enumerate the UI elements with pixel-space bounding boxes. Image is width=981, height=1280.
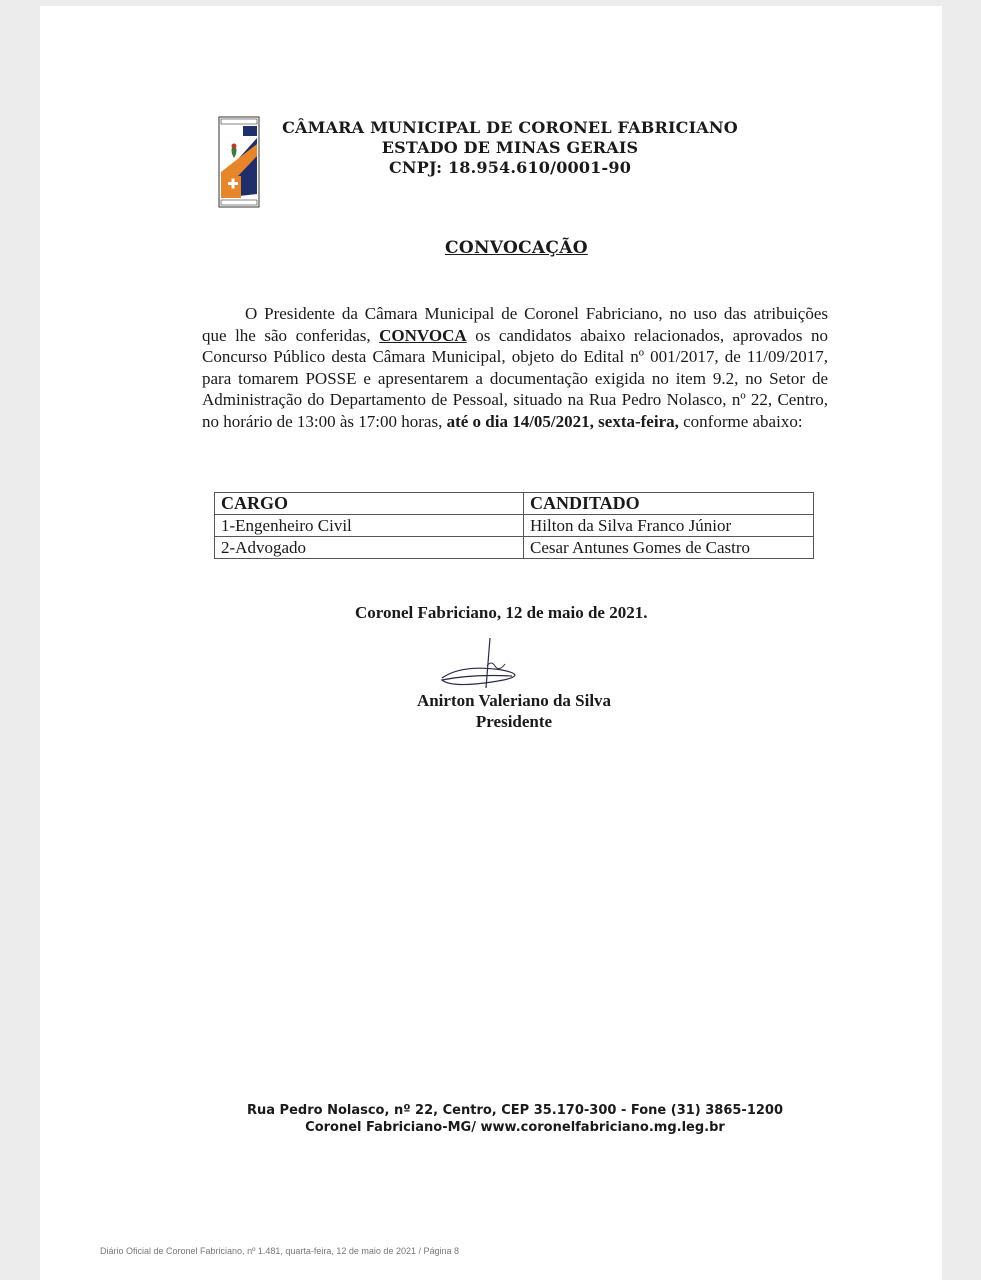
- convocation-paragraph: [202, 303, 828, 432]
- letterhead: [240, 118, 780, 178]
- body-part-2: os candidatos abaixo relacionados, aprovados no Concurso Público desta Câmara Municipal, objeto do Edital nº 001/2017, de 11/09/2017, para tomarem POSSE e apresentarem a documentação exigida no item 9.2, no Setor de Administração do Departamento de Pessoal, situado na Rua Pedro Nolasco, nº 22, Centro, no horário de 13:00 às 17:00 horas,: [202, 325, 828, 431]
- signer-block: [408, 690, 620, 732]
- table-row: [215, 515, 814, 537]
- body-part-3: conforme abaixo:: [678, 411, 803, 431]
- candidates-table: [214, 492, 814, 559]
- gazette-footer: Diário Oficial de Coronel Fabriciano, nº 1.481, quarta-feira, 12 de maio de 2021 / Página 8: [100, 1246, 459, 1256]
- document-page: [40, 6, 942, 1280]
- signer-name: Anirton Valeriano da Silva: [416, 691, 612, 710]
- deadline-text: até o dia 14/05/2021, sexta-feira,: [446, 411, 679, 431]
- convoca-keyword: CONVOCA: [379, 325, 467, 345]
- signer-role: Presidente: [475, 712, 553, 731]
- footer-address: Rua Pedro Nolasco, nº 22, Centro, CEP 35.170-300 - Fone (31) 3865-1200: [246, 1103, 784, 1118]
- handwritten-signature: [432, 636, 552, 696]
- institution-name: CÂMARA MUNICIPAL DE CORONEL FABRICIANO: [282, 118, 738, 137]
- candidate-cell: Cesar Antunes Gomes de Castro: [524, 537, 814, 559]
- document-title: CONVOCAÇÃO: [445, 238, 588, 258]
- state-name: ESTADO DE MINAS GERAIS: [381, 138, 639, 157]
- cargo-cell: 1-Engenheiro Civil: [215, 515, 524, 537]
- column-header-candidato: CANDITADO: [524, 493, 814, 515]
- cargo-cell: 2-Advogado: [215, 537, 524, 559]
- column-header-cargo: CARGO: [215, 493, 524, 515]
- cnpj: CNPJ: 18.954.610/0001-90: [388, 158, 632, 177]
- address-footer: [240, 1102, 790, 1136]
- table-header-row: [215, 493, 814, 515]
- body-part-1: O Presidente da Câmara Municipal de Coronel Fabriciano, no uso das atribuições que lhe são conferidas,: [202, 304, 828, 345]
- date-line: Coronel Fabriciano, 12 de maio de 2021.: [355, 603, 648, 622]
- footer-website: Coronel Fabriciano-MG/ www.coronelfabriciano.mg.leg.br: [305, 1120, 725, 1135]
- table-row: [215, 537, 814, 559]
- candidate-cell: Hilton da Silva Franco Júnior: [524, 515, 814, 537]
